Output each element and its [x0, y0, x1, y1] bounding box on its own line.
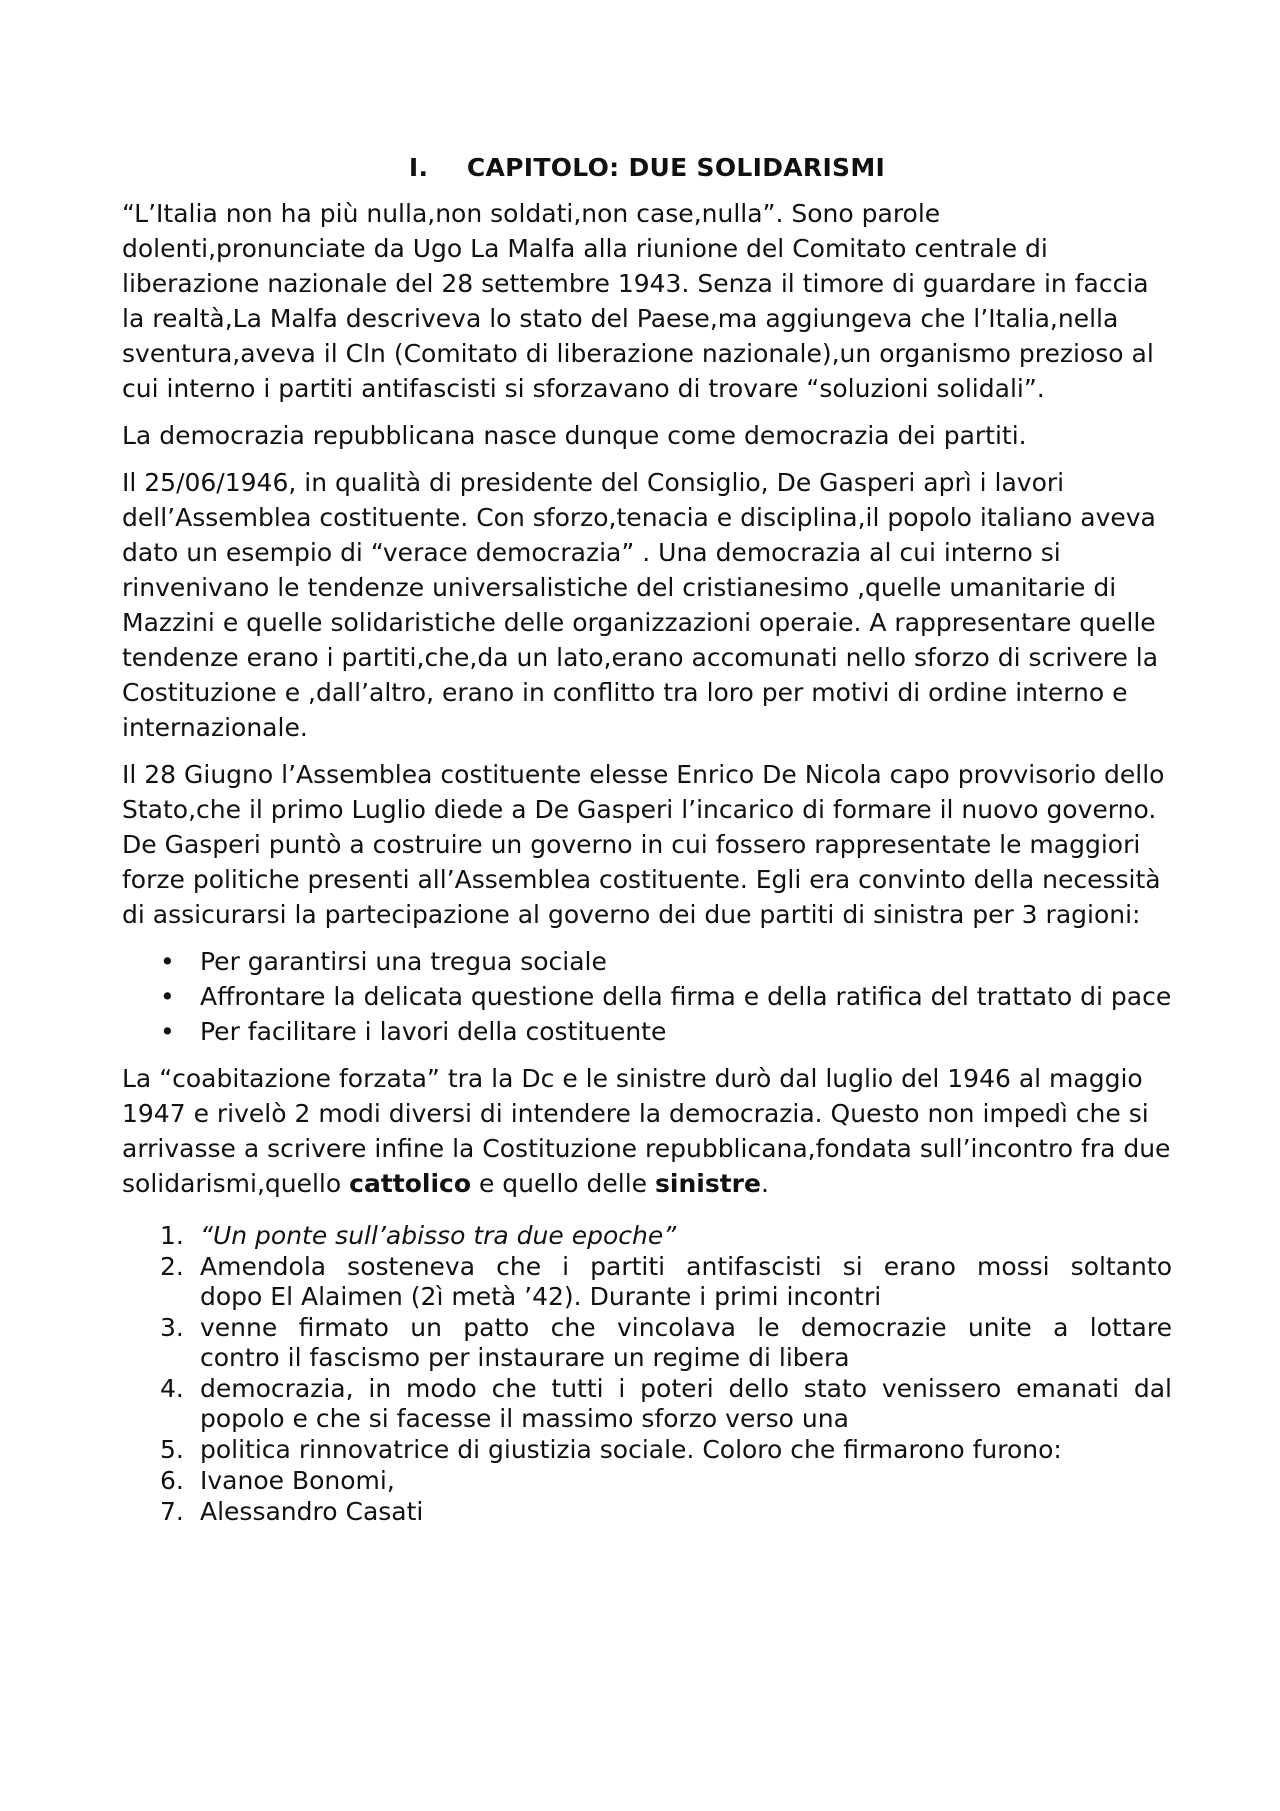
- list-item: [122, 1014, 1172, 1049]
- reasons-list: [122, 944, 1172, 1049]
- list-item-text: Ivanoe Bonomi,: [200, 1466, 395, 1495]
- paragraph-text: La “coabitazione forzata” tra la Dc e le sinistre durò dal luglio del 1946 al maggio 1947 e rivelò 2 modi diversi di intendere la democrazia. Questo non impedì che si arrivasse a scrivere infine la Costituzione repubblicana,fondata sull’incontro fra due solidarismi,quello: [122, 1064, 1171, 1198]
- list-item: [122, 1252, 1172, 1312]
- list-number: 7.: [160, 1497, 184, 1526]
- paragraph-text: e quello delle: [471, 1169, 656, 1198]
- list-item-text: Amendola sosteneva che i partiti antifascisti si erano mossi soltanto: [200, 1252, 1172, 1281]
- list-item: [122, 1466, 1172, 1496]
- emphasis-catholic: cattolico: [349, 1169, 472, 1198]
- list-number: 1.: [160, 1221, 184, 1250]
- list-number: 3.: [160, 1313, 184, 1342]
- paragraph-text: .: [760, 1169, 769, 1198]
- list-item: [122, 1374, 1172, 1434]
- list-item-text: Per garantirsi una tregua sociale: [200, 947, 607, 976]
- list-number: 4.: [160, 1374, 184, 1403]
- list-item-text: contro il fascismo per instaurare un regime di libera: [200, 1343, 850, 1372]
- chapter-number: I.: [408, 153, 429, 182]
- list-item-text: Per facilitare i lavori della costituente: [200, 1017, 667, 1046]
- list-item-text: dopo El Alaimen (2ì metà ’42). Durante i primi incontri: [200, 1282, 882, 1311]
- list-item: [122, 1313, 1172, 1373]
- list-item: [122, 1497, 1172, 1527]
- paragraph-cohabitation: [122, 1061, 1172, 1201]
- chapter-title: [122, 150, 1172, 186]
- list-number: 2.: [160, 1252, 184, 1281]
- paragraph-government: Il 28 Giugno l’Assemblea costituente elesse Enrico De Nicola capo provvisorio dello Stato,che il primo Luglio diede a De Gasperi l’incarico di formare il nuovo governo. De Gasperi puntò a costruire un governo in cui fossero rappresentate le maggiori forze politiche presenti all’Assemblea costituente. Egli era convinto della necessità di assicurarsi la partecipazione al governo dei due partiti di sinistra per 3 ragioni:: [122, 760, 1165, 929]
- bullet-icon: •: [160, 1017, 175, 1046]
- chapter-title-text: CAPITOLO: DUE SOLIDARISMI: [466, 153, 886, 182]
- list-item: [122, 944, 1172, 979]
- document-body: [122, 150, 1172, 1528]
- list-item-text: “Un ponte sull’abisso tra due epoche”: [200, 1221, 677, 1250]
- paragraph-assembly: Il 25/06/1946, in qualità di presidente del Consiglio, De Gasperi aprì i lavori dell’Assemblea costituente. Con sforzo,tenacia e disciplina,il popolo italiano aveva dato un esempio di “verace democrazia” . Una democrazia al cui interno si rinvenivano le tendenze universalistiche del cristianesimo ,quelle umanitarie di Mazzini e quelle solidaristiche delle organizzazioni operaie. A rappresentare quelle tendenze erano i partiti,che,da un lato,erano accomunati nello sforzo di scrivere la Costituzione e ,dall’altro, erano in conflitto tra loro per motivi di ordine interno e internazionale.: [122, 468, 1159, 742]
- list-item-text: politica rinnovatrice di giustizia sociale. Coloro che firmarono furono:: [200, 1435, 1062, 1464]
- numbered-list: [122, 1221, 1172, 1527]
- list-item-text: Alessandro Casati: [200, 1497, 424, 1526]
- list-item: [122, 979, 1172, 1014]
- list-item-text: popolo e che si facesse il massimo sforzo verso una: [200, 1404, 849, 1433]
- paragraph-intro: “L’Italia non ha più nulla,non soldati,non case,nulla”. Sono parole dolenti,pronunciate da Ugo La Malfa alla riunione del Comitato centrale di liberazione nazionale del 28 settembre 1943. Senza il timore di guardare in faccia la realtà,La Malfa descriveva lo stato del Paese,ma aggiungeva che l’Italia,nella sventura,aveva il Cln (Comitato di liberazione nazionale),un organismo prezioso al cui interno i partiti antifascisti si sforzavano di trovare “soluzioni solidali”.: [122, 199, 1154, 403]
- list-item-text: Affrontare la delicata questione della firma e della ratifica del trattato di pace: [200, 982, 1172, 1011]
- list-item: [122, 1435, 1172, 1465]
- list-item-text: venne firmato un patto che vincolava le democrazie unite a lottare: [200, 1313, 1172, 1342]
- paragraph-democracy: La democrazia repubblicana nasce dunque come democrazia dei partiti.: [122, 421, 1027, 450]
- bullet-icon: •: [160, 947, 175, 976]
- emphasis-left: sinistre: [655, 1169, 761, 1198]
- bullet-icon: •: [160, 982, 175, 1011]
- list-number: 6.: [160, 1466, 184, 1495]
- list-item: [122, 1221, 1172, 1251]
- list-item-text: democrazia, in modo che tutti i poteri dello stato venissero emanati dal: [200, 1374, 1172, 1403]
- list-number: 5.: [160, 1435, 184, 1464]
